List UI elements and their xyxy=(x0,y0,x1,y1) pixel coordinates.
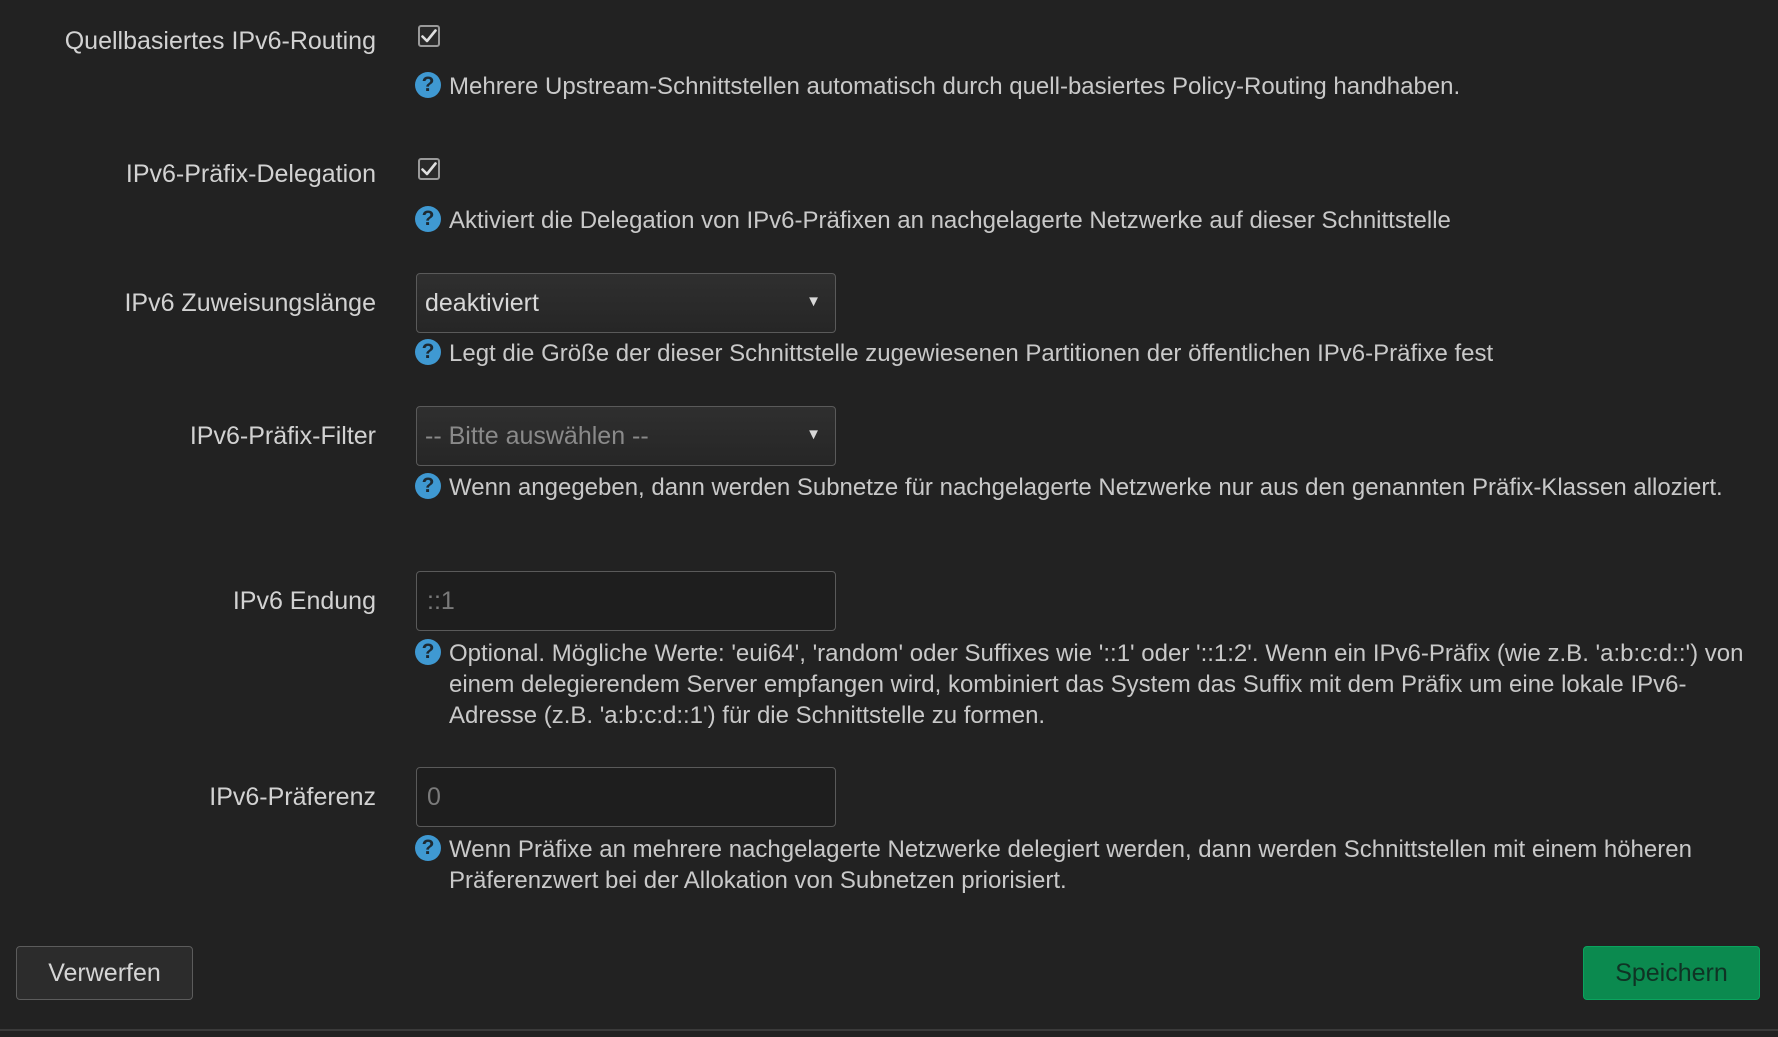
assign-length-value: deaktiviert xyxy=(425,288,539,317)
dropdown-arrow-icon: ▼ xyxy=(806,293,821,310)
ipv6-suffix-help xyxy=(415,638,1750,731)
ipv6-suffix-input[interactable] xyxy=(425,586,835,617)
prefix-delegation-checkbox[interactable] xyxy=(418,158,440,180)
prefix-filter-help xyxy=(415,472,1750,503)
prefix-filter-help-text: Wenn angegeben, dann werden Subnetze für nachgelagerte Netzwerke nur aus den genannten Präfix-Klassen alloziert. xyxy=(449,474,1723,501)
save-button[interactable]: Speichern xyxy=(1583,946,1760,1000)
help-icon: ? xyxy=(415,72,441,98)
source-routing-label: Quellbasiertes IPv6-Routing xyxy=(64,27,376,55)
prefix-filter-select[interactable] xyxy=(416,406,836,466)
assign-length-help xyxy=(415,338,1750,369)
ipv6-preference-input[interactable] xyxy=(425,782,835,813)
ipv6-preference-help xyxy=(415,834,1750,896)
prefix-filter-label: IPv6-Präfix-Filter xyxy=(189,422,376,450)
prefix-delegation-help xyxy=(415,205,1750,236)
prefix-delegation-label: IPv6-Präfix-Delegation xyxy=(125,160,376,188)
prefix-delegation-help-text: Aktiviert die Delegation von IPv6-Präfixen an nachgelagerte Netzwerke auf dieser Schnittstelle xyxy=(449,207,1451,234)
prefix-filter-value: -- Bitte auswählen -- xyxy=(425,421,649,450)
help-icon: ? xyxy=(415,835,441,861)
checkmark-icon xyxy=(421,162,437,176)
assign-length-select[interactable] xyxy=(416,273,836,333)
ipv6-preference-help-text: Wenn Präfixe an mehrere nachgelagerte Netzwerke delegiert werden, dann werden Schnittstellen mit einem höheren Präferenzwert bei der Allokation von Subnetzen priorisiert. xyxy=(449,836,1692,894)
help-icon: ? xyxy=(415,206,441,232)
assign-length-label: IPv6 Zuweisungslänge xyxy=(124,289,376,317)
help-icon: ? xyxy=(415,339,441,365)
ipv6-suffix-help-text: Optional. Mögliche Werte: 'eui64', 'random' oder Suffixes wie '::1' oder '::1:2'. Wenn ein IPv6-Präfix (wie z.B. 'a:b:c:d::') von einem delegierendem Server empfangen wird, kombiniert das System das Suffix mit dem Präfix um eine lokale IPv6-Adresse (z.B. 'a:b:c:d::1') für die Schnittstelle zu formen. xyxy=(449,640,1744,729)
ipv6-suffix-field[interactable] xyxy=(416,571,836,631)
reset-button[interactable]: Verwerfen xyxy=(16,946,193,1000)
source-routing-help-text: Mehrere Upstream-Schnittstellen automatisch durch quell-basiertes Policy-Routing handhaben. xyxy=(449,73,1461,100)
checkmark-icon xyxy=(421,29,437,43)
source-routing-checkbox[interactable] xyxy=(418,25,440,47)
help-icon: ? xyxy=(415,473,441,499)
ipv6-suffix-label: IPv6 Endung xyxy=(232,587,376,615)
ipv6-preference-field[interactable] xyxy=(416,767,836,827)
bottom-divider xyxy=(0,1029,1778,1031)
dropdown-arrow-icon: ▼ xyxy=(806,426,821,443)
help-icon: ? xyxy=(415,639,441,665)
source-routing-help xyxy=(415,71,1750,102)
assign-length-help-text: Legt die Größe der dieser Schnittstelle zugewiesenen Partitionen der öffentlichen IPv6-Präfixe fest xyxy=(449,340,1494,367)
ipv6-preference-label: IPv6-Präferenz xyxy=(209,783,376,811)
